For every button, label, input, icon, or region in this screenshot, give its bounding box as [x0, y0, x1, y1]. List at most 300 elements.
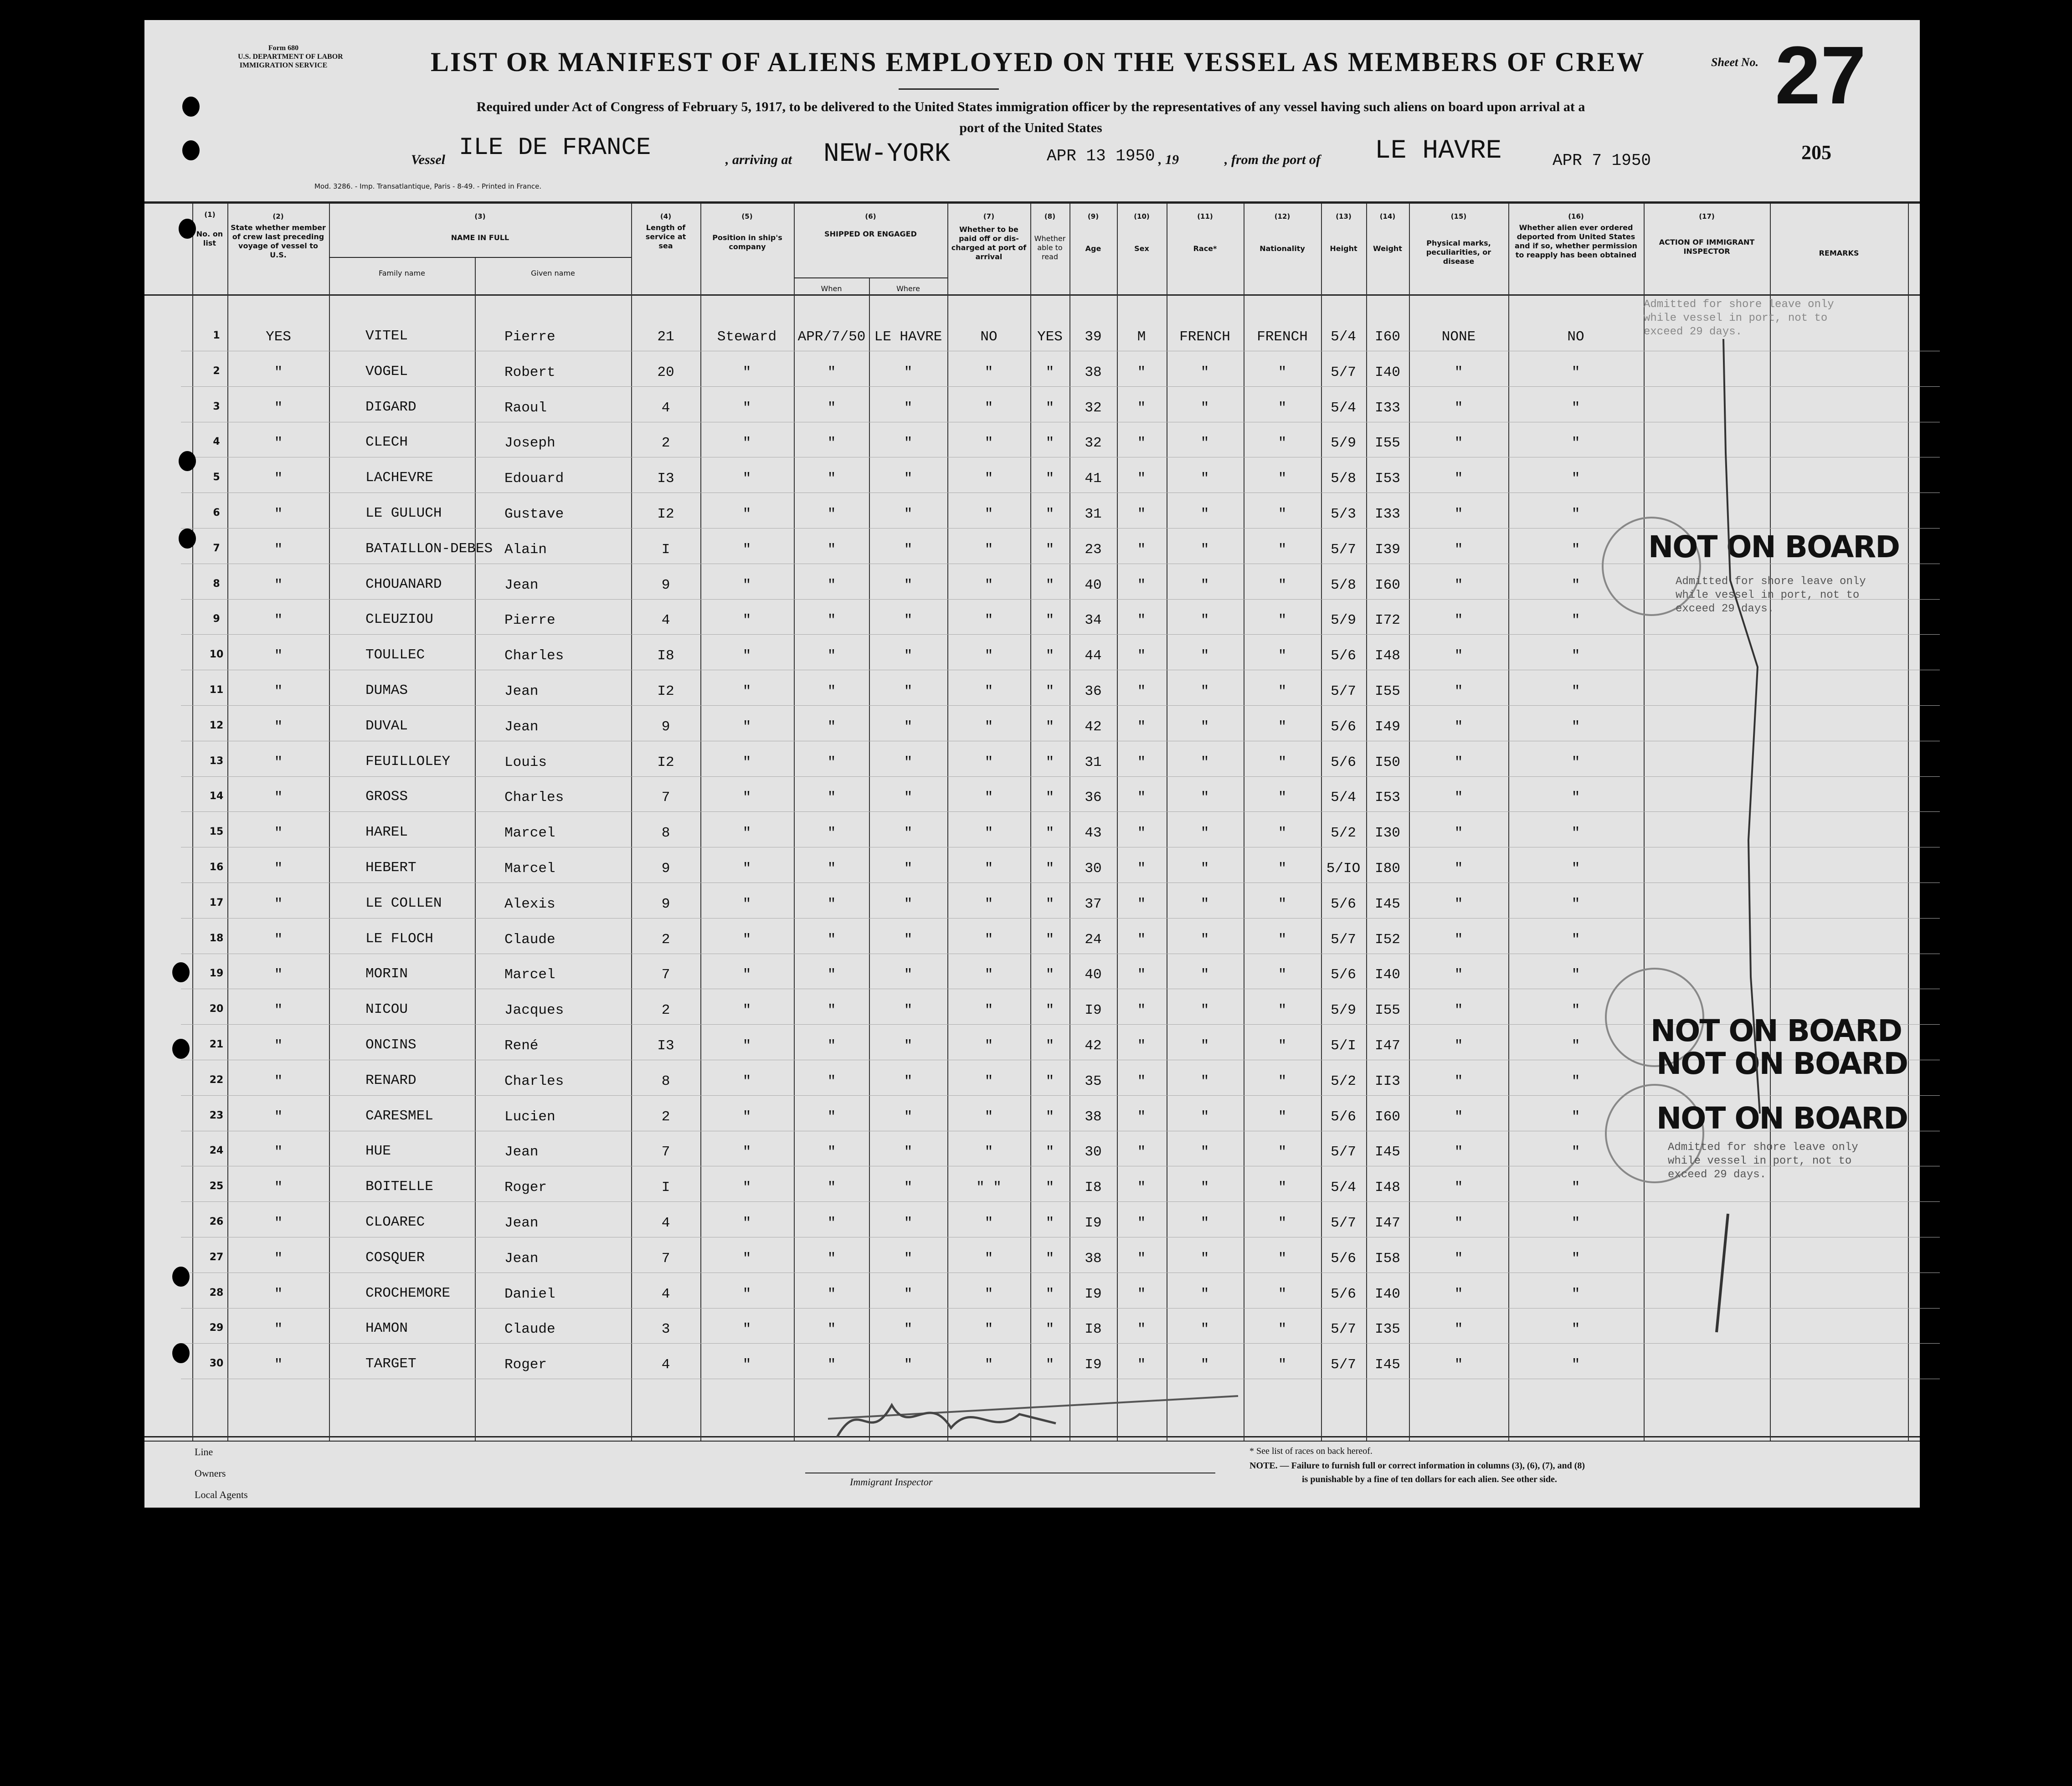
cell-height: 5/6	[1331, 967, 1356, 983]
cell-nat: "	[1278, 896, 1287, 912]
cell-read: "	[1045, 683, 1054, 699]
cell-position: "	[742, 1073, 751, 1089]
cell-deported: "	[1571, 435, 1580, 452]
cell-marks: "	[1454, 1321, 1463, 1338]
sheet-number: 27	[1775, 30, 1866, 121]
cell-race: "	[1200, 1180, 1209, 1196]
cell-prev: "	[274, 1109, 283, 1125]
cell-where: "	[904, 931, 913, 948]
cell-service: 7	[661, 967, 670, 983]
cell-deported: "	[1571, 1250, 1580, 1267]
cell-nat: "	[1278, 612, 1287, 629]
cell-sex: "	[1137, 506, 1146, 522]
cell-marks: "	[1454, 896, 1463, 912]
cell-deported: "	[1571, 896, 1580, 912]
cell-height: 5/6	[1331, 1250, 1356, 1267]
cell-paid: " "	[976, 1180, 1002, 1196]
local-agents-label: Local Agents	[195, 1489, 248, 1500]
cell-height: 5/9	[1331, 1002, 1356, 1019]
row-number: 30	[209, 1358, 224, 1370]
given-name: Raoul	[504, 400, 547, 416]
cell-weight: I50	[1375, 754, 1400, 770]
row-number: 15	[209, 826, 224, 838]
cell-position: "	[742, 400, 751, 416]
cell-height: 5/3	[1331, 506, 1356, 522]
cell-height: 5/2	[1331, 825, 1356, 842]
cell-sex: "	[1137, 1144, 1146, 1160]
cell-read: "	[1045, 931, 1054, 948]
family-name: LE GULUCH	[365, 505, 442, 521]
cell-nat: "	[1278, 1002, 1287, 1019]
cell-age: 31	[1085, 754, 1102, 770]
cell-marks: "	[1454, 861, 1463, 877]
cell-weight: I60	[1375, 577, 1400, 593]
family-name: VITEL	[365, 328, 408, 344]
col6-number: (6)	[865, 212, 876, 221]
cell-weight: I55	[1375, 435, 1400, 452]
not-on-board-stamp-2: NOT ON BOARD	[1650, 1013, 1902, 1048]
family-name: DIGARD	[365, 399, 416, 415]
cell-when: "	[827, 931, 836, 948]
row-number: 25	[209, 1180, 224, 1192]
cell-when: "	[827, 1286, 836, 1302]
cell-when: "	[827, 541, 836, 558]
cell-weight: I39	[1375, 541, 1400, 558]
cell-where: "	[904, 1144, 913, 1160]
cell-read: "	[1045, 790, 1054, 806]
row-number: 2	[213, 365, 220, 377]
binder-hole	[179, 529, 196, 549]
cell-height: 5/7	[1331, 1144, 1356, 1160]
cell-race: "	[1200, 825, 1209, 842]
cell-sex: "	[1137, 1357, 1146, 1373]
cell-paid: "	[984, 1109, 993, 1125]
cell-weight: I33	[1375, 400, 1400, 416]
cell-paid: "	[984, 471, 993, 487]
given-name: Charles	[504, 648, 564, 664]
cell-prev: YES	[266, 329, 291, 345]
cell-position: "	[742, 471, 751, 487]
cell-when: "	[827, 648, 836, 664]
col11-header: Race*	[1193, 244, 1217, 253]
cell-sex: "	[1137, 896, 1146, 912]
cell-age: 36	[1085, 790, 1102, 806]
cell-race: "	[1200, 754, 1209, 770]
row-number: 14	[209, 790, 224, 802]
cell-paid: "	[984, 1321, 993, 1338]
cell-position: "	[742, 435, 751, 452]
row-number: 9	[213, 613, 220, 625]
vessel-label: Vessel	[411, 152, 445, 167]
given-name: Joseph	[504, 435, 555, 452]
cell-where: "	[904, 1357, 913, 1373]
cell-where: "	[904, 1109, 913, 1125]
cell-height: 5/IO	[1326, 861, 1361, 877]
cell-marks: NONE	[1441, 329, 1476, 345]
cell-where: "	[904, 1002, 913, 1019]
cell-sex: "	[1137, 1073, 1146, 1089]
cell-when: "	[827, 1250, 836, 1267]
row-number: 19	[209, 968, 224, 980]
cell-race: "	[1200, 1215, 1209, 1231]
cell-weight: I40	[1375, 364, 1400, 380]
cell-when: "	[827, 825, 836, 842]
cell-paid: "	[984, 1250, 993, 1267]
cell-read: "	[1045, 1180, 1054, 1196]
cell-race: "	[1200, 790, 1209, 806]
cell-height: 5/4	[1331, 400, 1356, 416]
given-name: Jean	[504, 577, 539, 593]
col5-header: Position in ship's company	[712, 233, 782, 251]
cell-age: 38	[1085, 1250, 1102, 1267]
cell-race: "	[1200, 719, 1209, 735]
cell-deported: NO	[1567, 329, 1584, 345]
cell-position: "	[742, 967, 751, 983]
row-number: 27	[209, 1251, 224, 1263]
binder-hole	[172, 962, 190, 982]
cell-read: "	[1045, 577, 1054, 593]
row-number: 22	[209, 1074, 224, 1086]
cell-marks: "	[1454, 790, 1463, 806]
cell-prev: "	[274, 435, 283, 452]
col10-number: (10)	[1134, 212, 1150, 221]
cell-nat: "	[1278, 967, 1287, 983]
cell-prev: "	[274, 1180, 283, 1196]
cell-sex: "	[1137, 719, 1146, 735]
cell-height: 5/7	[1331, 364, 1356, 380]
cell-service: 8	[661, 1073, 670, 1089]
cell-when: "	[827, 754, 836, 770]
cell-read: "	[1045, 861, 1054, 877]
cell-marks: "	[1454, 506, 1463, 522]
cell-deported: "	[1571, 1286, 1580, 1302]
col18-header: REMARKS	[1819, 249, 1859, 257]
cell-marks: "	[1454, 931, 1463, 948]
row-number: 21	[209, 1039, 224, 1050]
cell-nat: "	[1278, 931, 1287, 948]
cell-paid: "	[984, 1002, 993, 1019]
row-number: 17	[209, 897, 224, 908]
given-name: Alain	[504, 541, 547, 558]
cell-position: "	[742, 1357, 751, 1373]
cell-race: "	[1200, 435, 1209, 452]
cell-race: "	[1200, 861, 1209, 877]
manifest-sheet	[144, 20, 1920, 1508]
cell-age: 40	[1085, 577, 1102, 593]
cell-where: "	[904, 541, 913, 558]
cell-paid: "	[984, 506, 993, 522]
cell-when: APR/7/50	[797, 329, 866, 345]
cell-when: "	[827, 471, 836, 487]
cell-race: "	[1200, 1038, 1209, 1054]
cell-sex: M	[1137, 329, 1146, 345]
cell-height: 5/4	[1331, 790, 1356, 806]
cell-when: "	[827, 1109, 836, 1125]
cell-sex: "	[1137, 541, 1146, 558]
col1-header: No. on list	[196, 230, 223, 247]
given-name: René	[504, 1038, 539, 1054]
cell-age: 38	[1085, 364, 1102, 380]
row-number: 3	[213, 400, 220, 412]
given-name: Jean	[504, 683, 539, 699]
given-name: Roger	[504, 1357, 547, 1373]
cell-deported: "	[1571, 1180, 1580, 1196]
cell-when: "	[827, 967, 836, 983]
cell-position: "	[742, 754, 751, 770]
cell-where: "	[904, 1286, 913, 1302]
cell-marks: "	[1454, 1357, 1463, 1373]
col5-number: (5)	[741, 212, 753, 221]
given-name: Robert	[504, 364, 555, 380]
cell-height: 5/I	[1331, 1038, 1356, 1054]
cell-where: "	[904, 719, 913, 735]
col4-header: Length of service at sea	[645, 223, 686, 250]
col3-header: NAME IN FULL	[451, 233, 509, 242]
cell-sex: "	[1137, 790, 1146, 806]
cell-sex: "	[1137, 435, 1146, 452]
cell-service: I8	[657, 648, 674, 664]
cell-read: "	[1045, 471, 1054, 487]
cell-height: 5/6	[1331, 754, 1356, 770]
cell-service: 7	[661, 1250, 670, 1267]
cell-weight: I35	[1375, 1321, 1400, 1338]
col3-given-name-header: Given name	[531, 269, 575, 277]
cell-when: "	[827, 1073, 836, 1089]
cell-where: "	[904, 1215, 913, 1231]
col17-header: ACTION OF IMMIGRANT INSPECTOR	[1659, 238, 1755, 256]
cell-service: 4	[661, 1357, 670, 1373]
cell-service: I2	[657, 754, 674, 770]
cell-prev: "	[274, 400, 283, 416]
cell-read: "	[1045, 506, 1054, 522]
cell-marks: "	[1454, 825, 1463, 842]
arriving-port: NEW-YORK	[823, 139, 951, 169]
cell-weight: I45	[1375, 1144, 1400, 1160]
cell-prev: "	[274, 1144, 283, 1160]
binder-hole	[172, 1343, 190, 1363]
col3-number: (3)	[474, 212, 486, 221]
printer-imprint: Mod. 3286. - Imp. Transatlantique, Paris - 8-49. - Printed in France.	[314, 182, 542, 190]
cell-marks: "	[1454, 577, 1463, 593]
not-on-board-stamp-4: NOT ON BOARD	[1656, 1101, 1907, 1136]
cell-weight: I45	[1375, 1357, 1400, 1373]
family-name: BOITELLE	[365, 1179, 433, 1195]
col12-number: (12)	[1274, 212, 1291, 221]
row-number: 26	[209, 1216, 224, 1227]
cell-read: "	[1045, 1038, 1054, 1054]
given-name: Claude	[504, 931, 555, 948]
given-name: Claude	[504, 1321, 555, 1338]
cell-marks: "	[1454, 1250, 1463, 1267]
binder-hole	[172, 1267, 190, 1287]
given-name: Jacques	[504, 1002, 564, 1019]
given-name: Pierre	[504, 329, 555, 345]
cell-height: 5/6	[1331, 648, 1356, 664]
cell-sex: "	[1137, 1109, 1146, 1125]
cell-service: 21	[657, 329, 674, 345]
family-name: HEBERT	[365, 860, 416, 876]
cell-read: "	[1045, 825, 1054, 842]
page-number: 205	[1801, 141, 1831, 164]
cell-service: 3	[661, 1321, 670, 1338]
cell-position: "	[742, 719, 751, 735]
cell-nat: "	[1278, 435, 1287, 452]
cell-position: "	[742, 861, 751, 877]
cell-marks: "	[1454, 719, 1463, 735]
col9-number: (9)	[1087, 212, 1099, 221]
cell-deported: "	[1571, 1321, 1580, 1338]
cell-sex: "	[1137, 364, 1146, 380]
cell-weight: I72	[1375, 612, 1400, 629]
cell-paid: "	[984, 967, 993, 983]
races-note: * See list of races on back hereof.	[1249, 1446, 1373, 1456]
cell-deported: "	[1571, 825, 1580, 842]
cell-weight: I53	[1375, 790, 1400, 806]
cell-prev: "	[274, 648, 283, 664]
cell-sex: "	[1137, 1250, 1146, 1267]
family-name: DUMAS	[365, 683, 408, 698]
cell-when: "	[827, 1038, 836, 1054]
given-name: Edouard	[504, 471, 564, 487]
given-name: Gustave	[504, 506, 564, 522]
family-name: CHOUANARD	[365, 576, 442, 592]
cell-nat: "	[1278, 719, 1287, 735]
vessel-name: ILE DE FRANCE	[459, 134, 651, 162]
cell-position: "	[742, 1002, 751, 1019]
cell-when: "	[827, 612, 836, 629]
cell-weight: I55	[1375, 683, 1400, 699]
cell-read: "	[1045, 1250, 1054, 1267]
cell-where: "	[904, 1321, 913, 1338]
cell-height: 5/6	[1331, 1109, 1356, 1125]
cell-height: 5/6	[1331, 896, 1356, 912]
cell-prev: "	[274, 1286, 283, 1302]
cell-when: "	[827, 1180, 836, 1196]
cell-marks: "	[1454, 1038, 1463, 1054]
cell-deported: "	[1571, 931, 1580, 948]
cell-when: "	[827, 1215, 836, 1231]
cell-where: "	[904, 1038, 913, 1054]
cell-weight: I53	[1375, 471, 1400, 487]
cell-nat: "	[1278, 1109, 1287, 1125]
cell-height: 5/4	[1331, 1180, 1356, 1196]
given-name: Marcel	[504, 825, 555, 842]
family-name: HAREL	[365, 824, 408, 841]
cell-deported: "	[1571, 719, 1580, 735]
col16-header: Whether alien ever ordered deported from United States and if so, whether permission to reapply has been obtained	[1514, 223, 1638, 259]
owners-label: Owners	[195, 1468, 226, 1479]
row-number: 11	[209, 684, 224, 696]
cell-service: I2	[657, 506, 674, 522]
cell-read: "	[1045, 648, 1054, 664]
cell-service: 2	[661, 1109, 670, 1125]
col12-header: Nationality	[1260, 244, 1305, 253]
cell-marks: "	[1454, 1073, 1463, 1089]
cell-position: "	[742, 364, 751, 380]
cell-prev: "	[274, 1073, 283, 1089]
cell-paid: "	[984, 825, 993, 842]
cell-when: "	[827, 790, 836, 806]
cell-service: I3	[657, 471, 674, 487]
cell-deported: "	[1571, 471, 1580, 487]
col6-where-header: Where	[896, 284, 920, 293]
shore-leave-note-3: Admitted for shore leave only while vessel in port, not to exceed 29 days.	[1668, 1141, 1858, 1181]
family-name: TARGET	[365, 1356, 416, 1372]
legal-requirement-line1: Required under Act of Congress of February 5, 1917, to be delivered to the United States immigration officer by the representatives of any vessel having such aliens on board upon arrival at a	[476, 99, 1585, 114]
cell-where: "	[904, 825, 913, 842]
cell-sex: "	[1137, 825, 1146, 842]
cell-race: FRENCH	[1179, 329, 1230, 345]
cell-weight: I47	[1375, 1038, 1400, 1054]
cell-sex: "	[1137, 400, 1146, 416]
cell-marks: "	[1454, 400, 1463, 416]
col6-when-header: When	[821, 284, 842, 293]
family-name: FEUILLOLEY	[365, 753, 451, 770]
cell-prev: "	[274, 612, 283, 629]
cell-prev: "	[274, 577, 283, 593]
cell-where: "	[904, 435, 913, 452]
cell-nat: "	[1278, 861, 1287, 877]
cell-deported: "	[1571, 577, 1580, 593]
cell-prev: "	[274, 683, 283, 699]
cell-when: "	[827, 364, 836, 380]
cell-read: "	[1045, 896, 1054, 912]
cell-marks: "	[1454, 435, 1463, 452]
cell-nat: "	[1278, 1180, 1287, 1196]
cell-nat: "	[1278, 1357, 1287, 1373]
cell-when: "	[827, 1357, 836, 1373]
cell-where: "	[904, 612, 913, 629]
family-name: GROSS	[365, 789, 408, 805]
cell-race: "	[1200, 577, 1209, 593]
col14-header: Weight	[1373, 244, 1402, 253]
cell-nat: FRENCH	[1257, 329, 1308, 345]
cell-read: "	[1045, 967, 1054, 983]
cell-weight: I55	[1375, 1002, 1400, 1019]
col13-number: (13)	[1336, 212, 1352, 221]
cell-position: "	[742, 1215, 751, 1231]
col3-family-name-header: Family name	[379, 269, 425, 277]
page-title: LIST OR MANIFEST OF ALIENS EMPLOYED ON THE VESSEL AS MEMBERS OF CREW	[431, 47, 1645, 77]
cell-deported: "	[1571, 1073, 1580, 1089]
cell-position: "	[742, 1250, 751, 1267]
cell-read: "	[1045, 719, 1054, 735]
shore-leave-note-2: Admitted for shore leave only while vessel in port, not to exceed 29 days.	[1676, 575, 1866, 615]
cell-nat: "	[1278, 1321, 1287, 1338]
cell-sex: "	[1137, 1180, 1146, 1196]
not-on-board-stamp-1: NOT ON BOARD	[1648, 529, 1899, 565]
cell-paid: "	[984, 364, 993, 380]
cell-where: "	[904, 506, 913, 522]
cell-position: "	[742, 896, 751, 912]
cell-prev: "	[274, 825, 283, 842]
cell-service: 2	[661, 1002, 670, 1019]
cell-height: 5/4	[1331, 329, 1356, 345]
cell-paid: "	[984, 1357, 993, 1373]
row-number: 4	[213, 436, 220, 448]
cell-deported: "	[1571, 1144, 1580, 1160]
cell-deported: "	[1571, 541, 1580, 558]
cell-service: 2	[661, 435, 670, 452]
binder-hole	[182, 97, 200, 117]
cell-service: 7	[661, 790, 670, 806]
cell-race: "	[1200, 1002, 1209, 1019]
family-name: MORIN	[365, 966, 408, 982]
cell-paid: "	[984, 577, 993, 593]
col4-number: (4)	[660, 212, 672, 221]
cell-when: "	[827, 896, 836, 912]
cell-age: 35	[1085, 1073, 1102, 1089]
